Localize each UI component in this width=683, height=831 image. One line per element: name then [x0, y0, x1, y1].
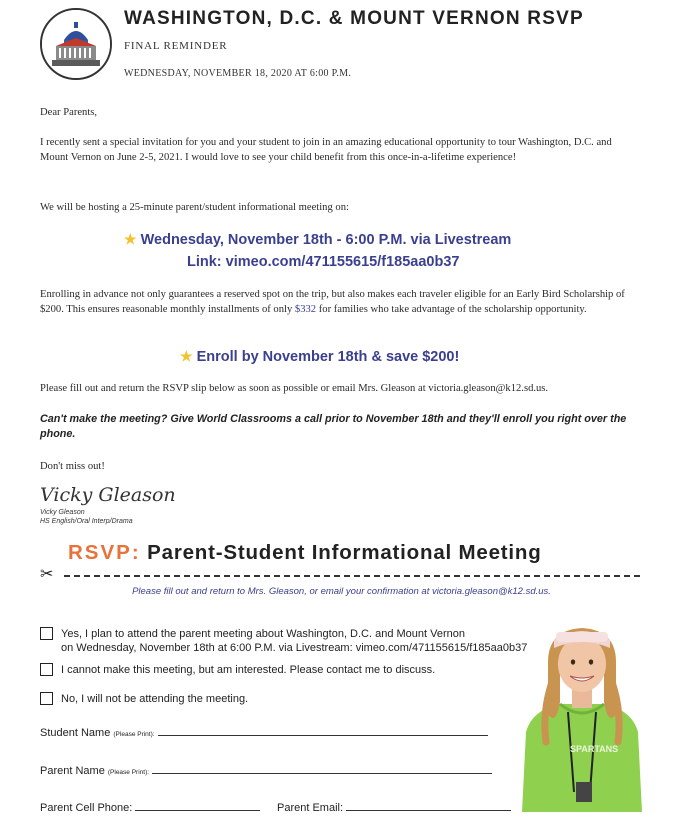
- meeting-link: Link: vimeo.com/471155615/f185aa0b37: [187, 254, 460, 270]
- signature: Vicky Gleason: [40, 484, 176, 506]
- signer-title: HS English/Oral Interp/Drama: [40, 518, 133, 525]
- page-subtitle: FINAL REMINDER: [124, 40, 228, 52]
- star-icon: ★: [180, 348, 193, 364]
- student-name-hint: (Please Print):: [113, 731, 155, 738]
- page-title: WASHINGTON, D.C. & MOUNT VERNON RSVP: [124, 8, 584, 29]
- option-decline[interactable]: [40, 692, 248, 706]
- monthly-price: $332: [294, 304, 317, 315]
- option-attend-line2: on Wednesday, November 18th at 6:00 P.M. via Livestream: vimeo.com/471155615/f185aa0b37: [61, 642, 528, 654]
- capitol-logo: [40, 8, 112, 80]
- paragraph-return-slip: Please fill out and return the RSVP slip below as soon as possible or email Mrs. Gleason at victoria.gleason@k12.sd.us.: [40, 383, 549, 394]
- student-photo: [512, 622, 652, 812]
- option-attend[interactable]: [40, 627, 527, 655]
- parent-name-label: Parent Name: [40, 765, 105, 777]
- student-name-label: Student Name: [40, 727, 111, 739]
- rsvp-heading-text: Parent-Student Informational Meeting: [147, 541, 542, 564]
- meeting-line-text: Wednesday, November 18th - 6:00 P.M. via Livestream: [140, 232, 512, 248]
- parent-cell-field[interactable]: [40, 800, 260, 814]
- dashed-line: [64, 575, 640, 577]
- scissors-icon: ✂: [40, 566, 54, 583]
- rsvp-heading: [68, 541, 542, 565]
- student-name-field[interactable]: [40, 725, 488, 739]
- option-decline-label: No, I will not be attending the meeting.: [61, 693, 249, 705]
- checkbox-decline[interactable]: [40, 692, 53, 705]
- checkbox-attend[interactable]: [40, 627, 53, 640]
- paragraph-meeting-intro: We will be hosting a 25-minute parent/student informational meeting on:: [40, 202, 349, 213]
- option-interested-label: I cannot make this meeting, but am interested. Please contact me to discuss.: [61, 664, 436, 676]
- option-attend-line1: Yes, I plan to attend the parent meeting about Washington, D.C. and Mount Vernon: [61, 628, 466, 640]
- scholarship-text: Enrolling in advance not only guarantees a reserved spot on the trip, but also makes each traveler eligible for an Early Bird Scholarship of $200. This ensures reasonable monthly installments of only: [40, 289, 625, 315]
- student-name-input[interactable]: [158, 725, 488, 736]
- meeting-date: WEDNESDAY, NOVEMBER 18, 2020 AT 6:00 P.M.: [124, 68, 352, 79]
- star-icon: ★: [124, 231, 137, 247]
- enroll-line: [180, 348, 459, 365]
- option-interested[interactable]: [40, 663, 435, 677]
- paragraph-invitation: I recently sent a special invitation for you and your student to join in an amazing educational opportunity to tour Washington, D.C. and Mount Vernon on June 2-5, 2021. I would love to see your child benefit from this once-in-a-lifetime experience!: [40, 137, 612, 163]
- cut-line: [40, 568, 640, 582]
- parent-cell-label: Parent Cell Phone:: [40, 802, 133, 814]
- greeting: Dear Parents,: [40, 107, 98, 118]
- signer-name: Vicky Gleason: [40, 509, 85, 516]
- parent-name-hint: (Please Print):: [107, 769, 150, 776]
- parent-name-input[interactable]: [152, 763, 492, 774]
- checkbox-interested[interactable]: [40, 663, 53, 676]
- parent-email-input[interactable]: [346, 800, 511, 811]
- meeting-line: [124, 231, 511, 248]
- parent-email-label: Parent Email:: [277, 802, 344, 814]
- parent-email-field[interactable]: [277, 800, 511, 814]
- rsvp-instructions: Please fill out and return to Mrs. Gleason, or email your confirmation at victoria.gleason@k12.sd.us.: [132, 586, 551, 597]
- rsvp-word: RSVP:: [68, 541, 141, 564]
- enroll-line-text: Enroll by November 18th & save $200!: [196, 349, 460, 365]
- paragraph-scholarship: [40, 287, 644, 317]
- paragraph-call: Can't make the meeting? Give World Classrooms a call prior to November 18th and they'll enroll you right over the phone.: [40, 413, 627, 440]
- capitol-icon: [42, 10, 110, 78]
- closing: Don't miss out!: [40, 461, 105, 472]
- svg-text:SPARTANS: SPARTANS: [570, 744, 619, 754]
- parent-name-field[interactable]: [40, 763, 492, 777]
- parent-cell-input[interactable]: [135, 800, 260, 811]
- scholarship-text-end: for families who take advantage of the scholarship opportunity.: [316, 304, 587, 315]
